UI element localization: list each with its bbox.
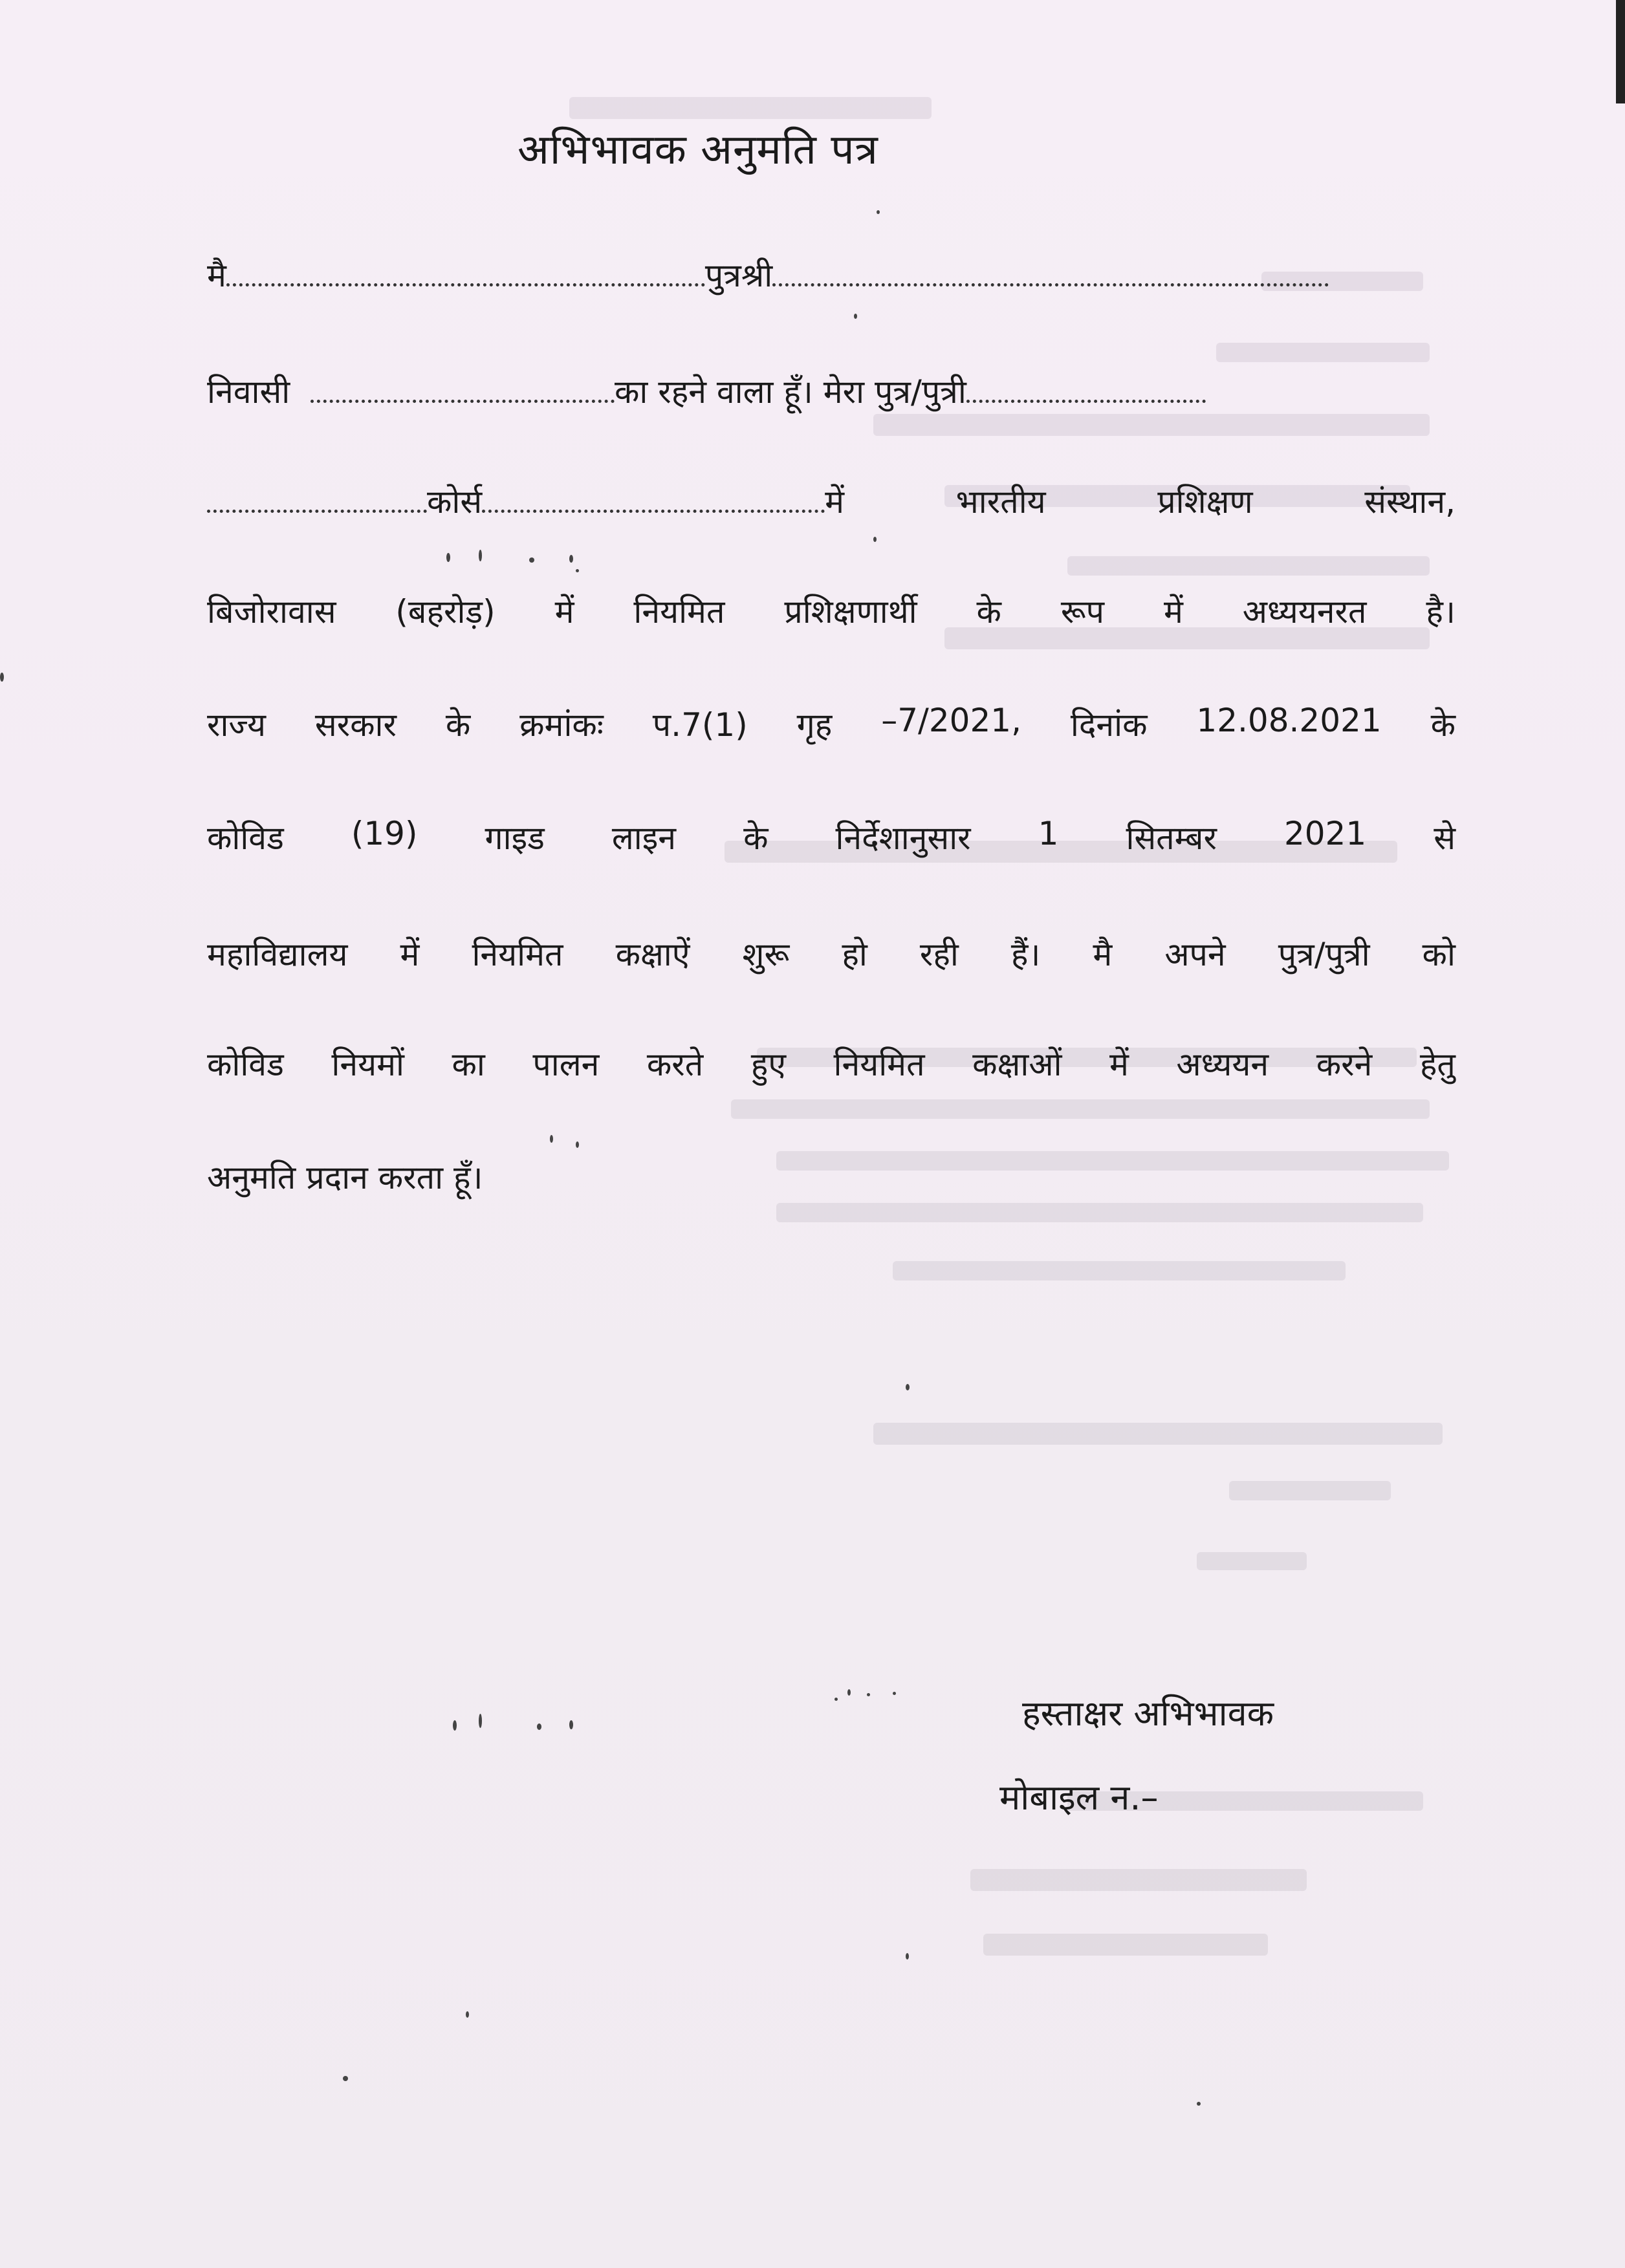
speck-decoration xyxy=(529,557,534,563)
line-5-word: राज्य xyxy=(207,706,266,744)
line-5-word: दिनांक xyxy=(1070,706,1148,744)
line-4-word: नियमित xyxy=(633,593,725,631)
line-3-word-2: भारतीय xyxy=(955,483,1046,521)
mobile-number-label: मोबाइल न.– xyxy=(999,1777,1159,1818)
line-8-word: अध्ययन xyxy=(1176,1046,1269,1083)
line-6-word: सितम्बर xyxy=(1126,819,1217,857)
speck-decoration xyxy=(466,2011,469,2018)
speck-decoration xyxy=(343,2076,348,2081)
line-7-word: शुरू xyxy=(742,936,790,973)
line-5-word: क्रमांकः xyxy=(519,706,604,744)
speck-decoration xyxy=(576,1141,579,1148)
line-4-word: में xyxy=(1163,593,1183,631)
line-4-word: प्रशिक्षणार्थी xyxy=(784,593,917,631)
line-5-word: –7/2021, xyxy=(881,702,1021,739)
speck-decoration xyxy=(446,553,450,562)
speck-decoration xyxy=(537,1723,541,1730)
line-7-word: पुत्र/पुत्री xyxy=(1278,936,1370,973)
line-7-word: रही xyxy=(919,936,959,973)
line-5-word: सरकार xyxy=(314,706,397,744)
speck-decoration xyxy=(847,1689,851,1696)
speck-decoration xyxy=(867,1693,870,1696)
speck-decoration xyxy=(479,550,482,561)
line-6-word: 1 xyxy=(1038,815,1059,852)
blank-field-course xyxy=(482,490,825,513)
line-1-text-b: पुत्रश्री xyxy=(704,257,773,294)
line-7-word: नियमित xyxy=(472,936,563,973)
speck-decoration xyxy=(0,673,4,682)
line-6-word: के xyxy=(743,819,769,857)
line-3-text-a: कोर्स xyxy=(427,483,483,521)
blank-field-child xyxy=(966,380,1206,403)
signature-label: हस्ताक्षर अभिभावक xyxy=(1022,1693,1274,1734)
blank-field-course-pre xyxy=(207,490,427,513)
line-6-word: लाइन xyxy=(611,819,677,857)
line-4-word: अध्ययनरत xyxy=(1242,593,1367,631)
line-7-word: हो xyxy=(842,936,867,973)
line-8 xyxy=(207,1041,1456,1085)
page-edge-decoration xyxy=(1616,0,1625,103)
line-6-word: से xyxy=(1434,819,1456,857)
speck-decoration xyxy=(906,1384,910,1390)
line-7-word: अपने xyxy=(1164,936,1226,973)
line-7-word: कक्षाऐं xyxy=(615,936,690,973)
line-6 xyxy=(207,815,1456,859)
line-8-word: नियमों xyxy=(331,1046,404,1083)
speck-decoration xyxy=(453,1720,457,1731)
line-6-word: निर्देशानुसार xyxy=(835,819,971,857)
speck-decoration xyxy=(854,314,857,319)
line-6-word: 2021 xyxy=(1283,815,1367,852)
blank-field-residence xyxy=(311,380,615,403)
line-6-word: (19) xyxy=(351,815,418,852)
line-5-word: गृह xyxy=(796,706,833,744)
line-1-text-a: मै xyxy=(207,257,226,294)
speck-decoration xyxy=(893,1692,896,1695)
line-8-word: में xyxy=(1109,1046,1129,1083)
line-3 xyxy=(207,479,1456,523)
line-7-word: महाविद्यालय xyxy=(207,936,348,973)
line-8-word: कोविड xyxy=(207,1046,284,1083)
line-4-word: (बहरोड़) xyxy=(395,593,496,631)
speck-decoration xyxy=(906,1953,909,1960)
line-8-word: हुए xyxy=(750,1046,786,1083)
line-6-word: गाइड xyxy=(485,819,545,857)
line-5-word: के xyxy=(445,706,471,744)
line-5-word: प.7(1) xyxy=(652,706,748,744)
line-4-word: में xyxy=(554,593,574,631)
line-9: अनुमति प्रदान करता हूँ। xyxy=(207,1159,483,1196)
speck-decoration xyxy=(1197,2102,1201,2106)
line-8-word: करने xyxy=(1316,1046,1373,1083)
line-2-text-b: का रहने वाला हूँ। मेरा पुत्र/पुत्री xyxy=(615,373,966,411)
line-8-word: कक्षाओं xyxy=(972,1046,1062,1083)
line-4-word: बिजोरावास xyxy=(207,593,336,631)
speck-decoration xyxy=(479,1714,482,1728)
speck-decoration xyxy=(569,555,573,563)
speck-decoration xyxy=(576,569,579,572)
line-5-word: 12.08.2021 xyxy=(1196,702,1382,739)
line-3-word-3: प्रशिक्षण xyxy=(1157,483,1253,521)
line-3-word-4: संस्थान, xyxy=(1364,483,1456,521)
line-7-word: में xyxy=(400,936,420,973)
speck-decoration xyxy=(873,537,877,542)
line-7-word: को xyxy=(1422,936,1456,973)
blank-field-father xyxy=(772,264,1329,286)
line-3-course xyxy=(207,479,844,523)
line-7-word: मै xyxy=(1093,936,1113,973)
line-2-text-a: निवासी xyxy=(207,373,290,411)
line-7 xyxy=(207,931,1456,975)
blank-field-name xyxy=(226,264,705,286)
page-title: अभिभावक अनुमति पत्र xyxy=(518,126,878,174)
line-8-word: पालन xyxy=(532,1046,600,1083)
line-6-word: कोविड xyxy=(207,819,284,857)
line-4-word: है। xyxy=(1426,593,1456,631)
speck-decoration xyxy=(569,1720,573,1729)
line-5-word: के xyxy=(1430,706,1456,744)
line-8-word: हेतु xyxy=(1419,1046,1456,1083)
speck-decoration xyxy=(877,210,880,214)
line-2 xyxy=(207,369,1206,413)
line-5 xyxy=(207,702,1456,746)
line-8-word: का xyxy=(452,1046,485,1083)
line-3-word-1: में xyxy=(825,483,845,521)
line-8-word: करते xyxy=(646,1046,704,1083)
line-4-word: के xyxy=(976,593,1001,631)
line-1 xyxy=(207,252,1329,296)
line-8-word: नियमित xyxy=(833,1046,925,1083)
line-4 xyxy=(207,589,1456,632)
speck-decoration xyxy=(550,1135,553,1143)
line-4-word: रूप xyxy=(1060,593,1105,631)
line-7-word: हैं। xyxy=(1010,936,1041,973)
speck-decoration xyxy=(834,1698,838,1701)
